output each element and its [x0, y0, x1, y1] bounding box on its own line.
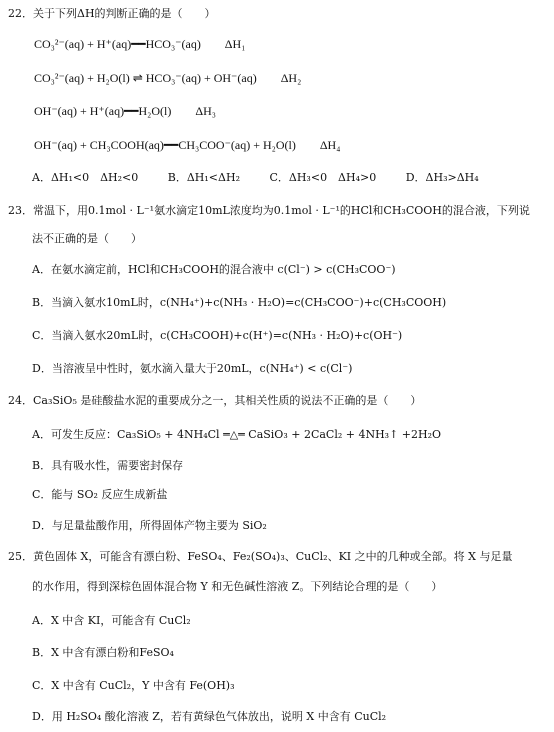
q22-options	[32, 170, 505, 186]
q25-option-c: C．X 中含有 CuCl₂，Y 中含有 Fe(OH)₃	[32, 679, 235, 692]
q23-option-b: B．当滴入氨水10mL时，c(NH₄⁺)+c(NH₃ · H₂O)=c(CH₃COO⁻)+c(CH₃COOH)	[32, 296, 447, 309]
q25-stem-line-1: 25．黄色固体 X，可能含有漂白粉、FeSO₄、Fe₂(SO₄)₃、CuCl₂、KI 之中的几种或全部。将 X 与足量	[8, 550, 513, 563]
q22-equation-4: OH⁻(aq) + CH₃COOH(aq)━━CH₃COO⁻(aq) + H₂O(l) ΔH₄	[34, 138, 341, 152]
q22-stem: 22．关于下列ΔH的判断正确的是（ ）	[8, 7, 216, 20]
q25-option-d: D．用 H₂SO₄ 酸化溶液 Z，若有黄绿色气体放出，说明 X 中含有 CuCl₂	[32, 710, 387, 723]
q25-option-a: A．X 中含 KI，可能含有 CuCl₂	[32, 614, 191, 627]
q24-option-d: D．与足量盐酸作用，所得固体产物主要为 SiO₂	[32, 519, 267, 532]
q22-equation-2: CO₃²⁻(aq) + H₂O(l) ⇌ HCO₃⁻(aq) + OH⁻(aq) ΔH₂	[34, 71, 302, 85]
q25-option-b: B．X 中含有漂白粉和FeSO₄	[32, 646, 174, 659]
q22-option-b: B．ΔH₁<ΔH₂	[167, 171, 240, 184]
q24-stem: 24．Ca₃SiO₅ 是硅酸盐水泥的重要成分之一，其相关性质的说法不正确的是（ ）	[8, 394, 422, 407]
q25-stem-line-2: 的水作用，得到深棕色固体混合物 Y 和无色碱性溶液 Z。下列结论合理的是（ ）	[32, 580, 443, 593]
q23-stem-line-1: 23．常温下，用0.1mol · L⁻¹氨水滴定10mL浓度均为0.1mol · L⁻¹的HCl和CH₃COOH的混合液，下列说	[8, 204, 530, 217]
q23-option-d: D．当溶液呈中性时，氨水滴入量大于20mL，c(NH₄⁺) < c(Cl⁻)	[32, 362, 353, 375]
q23-option-a: A．在氨水滴定前，HCl和CH₃COOH的混合液中 c(Cl⁻) > c(CH₃COO⁻)	[32, 263, 396, 276]
q22-option-a: A．ΔH₁<0 ΔH₂<0	[32, 171, 139, 184]
q22-equation-3: OH⁻(aq) + H⁺(aq)━━H₂O(l) ΔH₃	[34, 104, 216, 118]
q23-stem-line-2: 法不正确的是（ ）	[32, 232, 142, 245]
q24-option-a: A．可发生反应：Ca₃SiO₅ + 4NH₄Cl ═△═ CaSiO₃ + 2CaCl₂ + 4NH₃↑ +2H₂O	[32, 428, 442, 441]
q22-equation-1: CO₃²⁻(aq) + H⁺(aq)━━HCO₃⁻(aq) ΔH₁	[34, 37, 246, 51]
q22-option-d: D．ΔH₃>ΔH₄	[405, 171, 479, 184]
q23-option-c: C．当滴入氨水20mL时，c(CH₃COOH)+c(H⁺)=c(NH₃ · H₂O)+c(OH⁻)	[32, 329, 403, 342]
q24-option-b: B．具有吸水性，需要密封保存	[32, 459, 184, 472]
q22-option-c: C．ΔH₃<0 ΔH₄>0	[269, 171, 377, 184]
q24-option-c: C．能与 SO₂ 反应生成新盐	[32, 488, 168, 501]
